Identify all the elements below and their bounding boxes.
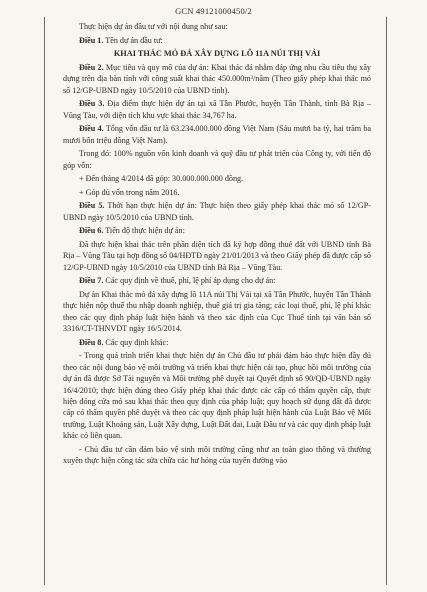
article-4-bullet: + Góp đủ vốn trong năm 2016.: [79, 187, 180, 197]
article-4-bullet: + Đến tháng 4/2014 đã góp: 30.000.000.000 đồng.: [79, 174, 244, 184]
article-8-paragraph: - Trong quá trình triển khai thực hiện dự án Chủ đầu tư phải đảm bảo thực hiện đầy đủ theo các nội dung bảo vệ môi trường và triển khai thực hiện cải tạo, phục hồi môi trường của dự án đã được Sở Tài nguyên và Môi trường phê duyệt tại Quyết định số 90/QĐ-UBND ngày 16/4/2010; thực hiện đúng theo Giấy phép khai thác được các cấp có thẩm quyền cấp, thực hiện đóng cửa mỏ sau khai thác theo quy định của pháp luật; quy hoạch sử dụng đất đã được cấp có thẩm quyền phê duyệt và theo các quy định pháp luật hiện hành của Luật Bảo vệ Môi trường, Luật Khoáng sản, Luật Xây dựng, Luật Đất đai, Luật Đầu tư và các quy định pháp luật khác có liên quan.: [63, 351, 371, 441]
article-1-text: Tên dự án đầu tư:: [103, 35, 163, 45]
article-4-paragraph: Trong đó: 100% nguồn vốn kinh doanh và quỹ đầu tư phát triển của Công ty, với tiến độ góp vốn:: [63, 149, 371, 170]
article-8-text: Các quy định khác:: [103, 337, 169, 347]
article-4: [63, 123, 371, 146]
project-title: KHAI THÁC MỎ ĐÁ XÂY DỰNG LÔ 11A NÚI THỊ VẢI: [113, 49, 321, 59]
article-6: [63, 225, 371, 236]
article-4-text: Tổng vốn đầu tư là 63.234.000.000 đồng Việt Nam (Sáu mươi ba tỷ, hai trăm ba mươi bốn triệu đồng Việt Nam).: [63, 124, 372, 145]
article-3-text: Địa điểm thực hiện dự án tại xã Tân Phước, huyện Tân Thành, tỉnh Bà Rịa – Vũng Tàu, với diện tích khu vực khai thác 34,767 ha.: [63, 99, 372, 120]
article-8-label: Điều 8.: [79, 337, 104, 347]
article-7: [63, 275, 371, 286]
article-7-label: Điều 7.: [79, 276, 104, 286]
article-8: [63, 337, 371, 348]
article-5-text: Thời hạn thực hiện dự án: Thực hiện theo giấy phép khai thác mỏ số 12/GP-UBND ngày 10/5/2010 của UBND tỉnh.: [63, 201, 372, 222]
intro-text: Thực hiện dự án đầu tư với nội dung như sau:: [79, 22, 228, 31]
article-2-text: Mục tiêu và quy mô của dự án: Khai thác đá nhằm đáp ứng nhu cầu tiêu thụ xây dựng trên địa bàn tỉnh với công suất khai thác 450.000m³/năm (Theo giấy phép khai thác mỏ số 12/GP-UBND ngày 10/5/2010 của UBND tỉnh).: [63, 62, 371, 95]
document-code: GCN 49121000450/2: [175, 6, 252, 16]
article-2: [63, 62, 371, 96]
article-5-label: Điều 5.: [79, 201, 105, 211]
article-6-paragraph: Đã thực hiện khai thác trên phần diện tích đã ký hợp đồng thuê đất với UBND tỉnh Bà Rịa – Vũng Tàu tại hợp đồng số 04/HĐTĐ ngày 21/01/2013 và theo Giấy phép đã được cấp số 12/GP-UBND ngày 10/5/2010 của UBND tỉnh Bà Rịa – Vũng Tàu.: [63, 239, 371, 272]
article-7-paragraph: Dự án Khai thác mỏ đá xây dựng lô 11A núi Thị Vải tại xã Tân Phước, huyện Tân Thành thực hiện nộp thuế thu nhập doanh nghiệp, thuế giá trị gia tăng; các loại thuế, phí, lệ phí khác theo các quy định pháp luật hiện hành và theo xác định của Cục Thuế tỉnh tại văn bản số 3316/CT-THNVDT ngày 16/5/2014.: [63, 289, 371, 334]
article-3-label: Điều 3.: [79, 99, 105, 109]
article-7-text: Các quy định về thuế, phí, lệ phí áp dụng cho dự án:: [103, 276, 276, 286]
article-3: [63, 98, 371, 121]
article-4-label: Điều 4.: [79, 124, 104, 134]
article-5: [63, 200, 371, 223]
article-6-label: Điều 6.: [79, 226, 104, 236]
document-body: [63, 21, 371, 469]
article-2-label: Điều 2.: [79, 62, 104, 72]
article-1: [63, 35, 371, 46]
article-6-text: Tiến độ thực hiện dự án:: [103, 226, 185, 236]
article-1-label: Điều 1.: [79, 35, 104, 45]
article-8-paragraph: - Chủ đầu tư cần đảm bảo vệ sinh môi trường cũng như an toàn giao thông và thường xuyên thực hiện công tác sửa chữa các hư hỏng của tuyến đường vào: [63, 444, 371, 466]
